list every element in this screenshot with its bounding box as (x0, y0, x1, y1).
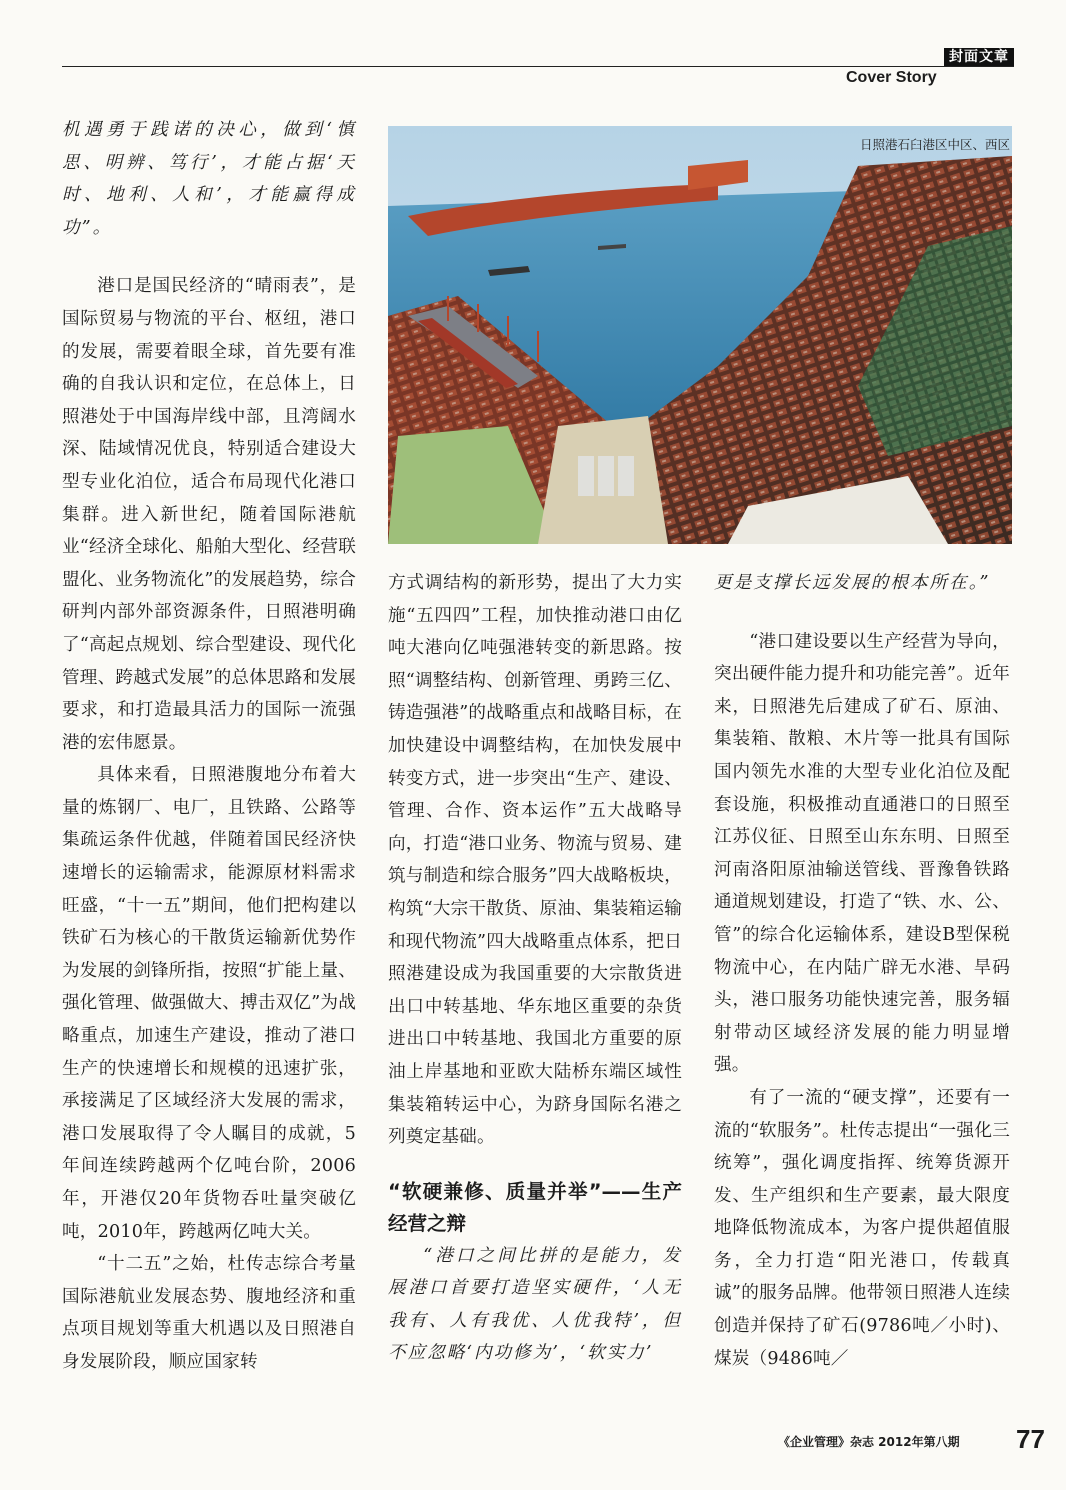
paragraph: 具体来看，日照港腹地分布着大量的炼钢厂、电厂，且铁路、公路等集疏运条件优越，伴随着国民经济快速增长的运输需求，能源原材料需求旺盛，“十一五”期间，他们把构建以铁矿石为核心的干散货运输新优势作为发展的剑锋所指，按照“扩能上量、强化管理、做强做大、搏击双亿”为战略重点，加速生产建设，推动了港口生产的快速增长和规模的迅速扩张，承接满足了区域经济大发展的需求，港口发展取得了令人瞩目的成就，5年间连续跨越两个亿吨台阶，2006年，开港仅20年货物吞吐量突破亿吨，2010年，跨越两亿吨大关。 (62, 765, 356, 1242)
left-column (62, 114, 356, 1379)
harbor-aerial-photo-icon (388, 126, 1012, 544)
paragraph: 港口是国民经济的“晴雨表”，是国际贸易与物流的平台、枢纽，港口的发展，需要着眼全球，首先要有准确的自我认识和定位，在总体上，日照港处于中国海岸线中部，且湾阔水深、陆域情况优良，特别适合建设大型专业化泊位，适合布局现代化港口集群。进入新世纪，随着国际港航业“经济全球化、船舶大型化、经营联盟化、业务物流化”的发展趋势，综合研判内部外部资源条件，日照港明确了“高起点规划、综合型建设、现代化管理、跨越式发展”的总体思路和发展要求，和打造最具活力的国际一流强港的宏伟愿景。 (62, 276, 356, 753)
quote-paragraph: 更是支撑长远发展的根本所在。” (714, 573, 991, 593)
page-number: 77 (1016, 1424, 1045, 1454)
paragraph: 方式调结构的新形势，提出了大力实施“五四四”工程，加快推动港口由亿吨大港向亿吨强港转变的新思路。按照“调整结构、创新管理、勇跨三亿、铸造强港”的战略重点和战略目标，在加快建设中调整结构，在加快发展中转变方式，进一步突出“生产、建设、管理、合作、资本运作”五大战略导向，打造“港口业务、物流与贸易、建筑与制造和综合服务”四大战略板块，构筑“大宗干散货、原油、集装箱运输和现代物流”四大战略重点体系，把日照港建设成为我国重要的大宗散货进出口中转基地、华东地区重要的杂货进出口中转基地、我国北方重要的原油上岸基地和亚欧大陆桥东端区域性集装箱转运中心，为跻身国际名港之列奠定基础。 (388, 573, 682, 1148)
header-rule (62, 66, 1014, 67)
paragraph: “十二五”之始，杜传志综合考量国际港航业发展态势、腹地经济和重点项目规划等重大机遇以及日照港自身发展阶段，顺应国家转 (62, 1254, 356, 1372)
paragraph: 有了一流的“硬支撑”，还要有一流的“软服务”。杜传志提出“一强化三统筹”，强化调度指挥、统筹货源开发、生产组织和生产要素，最大限度地降低物流成本，为客户提供超值服务，全力打造“阳光港口，传载真诚”的服务品牌。他带领日照港人连续创造并保持了矿石(9786吨／小时)、煤炭（9486吨／ (714, 1087, 1010, 1369)
paragraph: 机遇勇于践诺的决心，做到‘慎思、明辨、笃行’，才能占据‘天时、地利、人和’，才能赢得成功”。 (62, 120, 356, 238)
subheading: “软硬兼修、质量并举”——生产经营之辩 (388, 1179, 682, 1235)
photo-caption: 日照港石臼港区中区、西区 (859, 137, 1010, 152)
section-badge: 封面文章 (944, 48, 1014, 66)
paragraph: “港口建设要以生产经营为导向，突出硬件能力提升和功能完善”。近年来，日照港先后建成了矿石、原油、集装箱、散粮、木片等一批具有国际国内领先水准的大型专业化泊位及配套设施，积极推动直通港口的日照至江苏仪征、日照至山东东明、日照至河南洛阳原油输送管线、晋豫鲁铁路通道规划建设，打造了“铁、水、公、管”的综合化运输体系，建设B型保税物流中心，在内陆广辟无水港、旱码头，港口服务功能快速完善，服务辐射带动区域经济发展的能力明显增强。 (714, 631, 1010, 1076)
quote-paragraph: “港口之间比拼的是能力，发展港口首要打造坚实硬件，‘人无我有、人有我优、人优我特’，但不应忽略‘内功修为’，‘软实力’ (388, 1245, 682, 1364)
middle-column (388, 567, 682, 1370)
harbor-photo (388, 126, 1012, 544)
footer-magazine: 《企业管理》杂志 2012年第八期 (778, 1435, 960, 1449)
right-column (714, 567, 1010, 1375)
section-title-en: Cover Story (846, 69, 937, 86)
